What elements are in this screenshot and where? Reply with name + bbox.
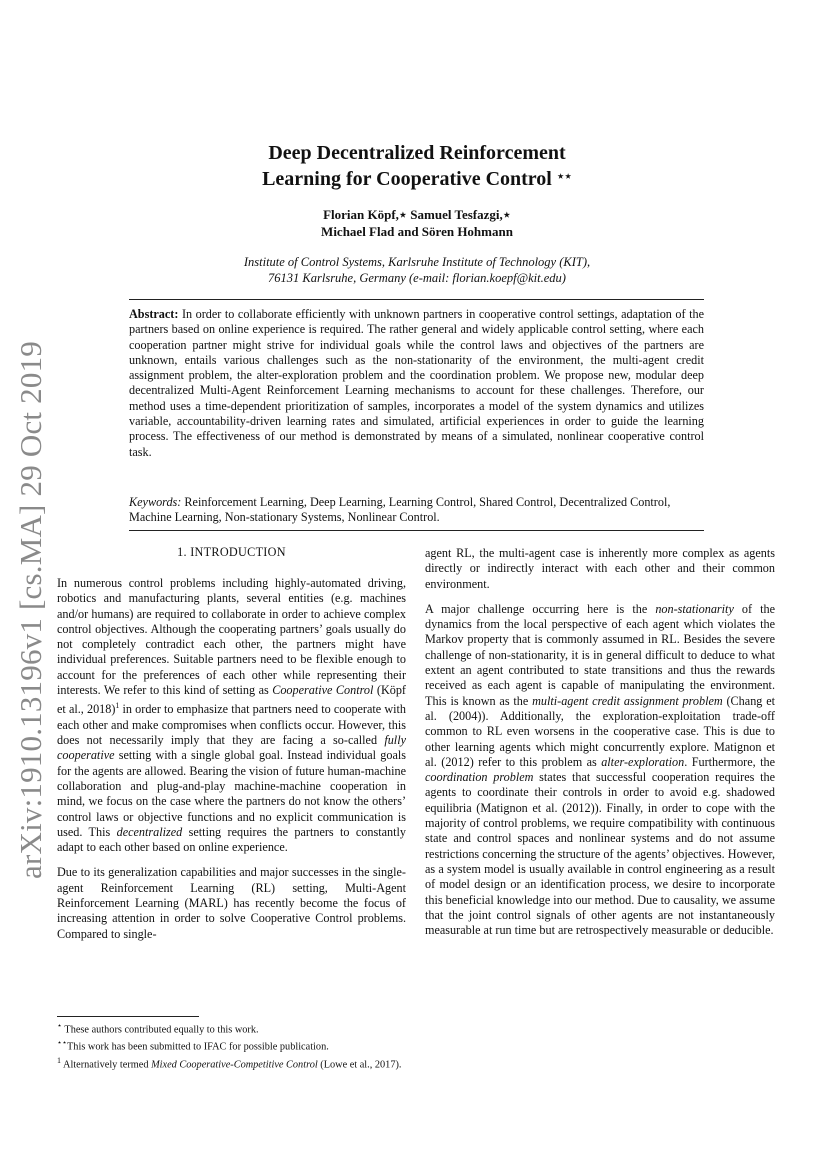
text-run: In numerous control problems including highly-automated driving, robotics and manufacturing plants, several entities (e.g. machines and/or humans) are required to collaborate in order to achieve complex control objectives. Although the cooperating partners’ goals usually do not completely contradict each other, the partners might have individual preferences. Suitable partners need to be flexible enough to account for the preferences of each other while representing their interests. We refer to this kind of setting as [57, 576, 406, 698]
authors-line-2: Michael Flad and Sören Hohmann [321, 224, 513, 239]
emphasis: decentralized [116, 824, 183, 839]
abstract-label: Abstract: [129, 307, 179, 321]
arxiv-stamp-text: arXiv:1910.13196v1 [cs.MA] 29 Oct 2019 [13, 341, 48, 879]
text-run: setting requires the partners to constantly adapt to each other based on online experience. [57, 824, 406, 855]
emphasis: coordination problem [425, 770, 534, 785]
footnote-text: (Lowe et al., 2017). [317, 1059, 402, 1071]
title-line-1: Deep Decentralized Reinforcement [268, 142, 566, 164]
intro-paragraph-1 [57, 576, 406, 855]
keywords [129, 495, 704, 526]
text-run: (Chang et al. (2004)). Additionally, the exploration-exploitation trade-off common to RL even worsens in the cooperative case. This is due to other learning agents which might concurrently explore. Matignon et al. (2012) refer to this problem as [425, 693, 775, 769]
abstract-text: In order to collaborate efficiently with unknown partners in cooperative control settings, adaptation of the partners based on online experience is required. The rather general and widely applicable control setting, where each cooperation partner might strive for individual goals while the control laws and objectives of the partners are unknown, entails various challenges such as the non-stationarity of the environment, the multi-agent credit assignment problem, the alter-exploration problem and the coordination problem. We propose new, modular deep decentralized Multi-Agent Reinforcement Learning mechanisms to account for these challenges. Therefore, our method uses a time-dependent prioritization of samples, incorporates a model of the system dynamics and utilizes variable, accountability-driven learning rates and simulated, artificial experiences in order to guide the learning process. The effectiveness of our method is demonstrated by means of a simulated, nonlinear cooperative control task. [129, 307, 705, 459]
text-run: (Köpf et al., 2018) [57, 683, 406, 717]
intro-paragraph-3: agent RL, the multi-agent case is inherently more complex as agents directly or indirectly interact with each other and their common environment. [425, 546, 775, 591]
footnote-1 [57, 1019, 406, 1036]
text-run: setting with a single global goal. Instead individual goals for the agents are allowed. Bearing the vision of future human-machine collaboration and plug-and-play machine-machine cooperation in mind, we focus on the case where the partners do not know the others’ control laws or objective functions and no explicit communication is used. This [57, 748, 406, 839]
emphasis: alter-exploration [601, 754, 685, 769]
intro-paragraph-2: Due to its generalization capabilities and major successes in the single-agent Reinforcement Learning (RL) setting, Multi-Agent Reinforcement Learning (MARL) has recently become the focus of increasing attention in order to solve Cooperative Control problems. Compared to single- [57, 865, 406, 941]
text-run: states that successful cooperation requires the agents to coordinate their controls in order to avoid e.g. shadowed equilibria (Matignon et al. (2012)). Finally, in order to cope with the majority of control problems, we require compatibility with continuous state and control spaces and nonlinear systems and do not assume restrictions concerning the structure of the agents’ objectives. However, as a system model is usually available in control engineering as a result of model design or an identification process, we desire to incorporate this beneficial knowledge into our method. Due to causality, we assume that the joint control signals of other agents are not instantaneously measurable at run time but are retrospectively measurable or deducible. [425, 770, 775, 938]
footnote-mark: ⋆ [57, 1021, 63, 1030]
title-line-2-text: Learning for Cooperative Control [262, 168, 552, 190]
top-divider [129, 299, 704, 300]
footnotes [57, 1019, 406, 1071]
bottom-divider [129, 530, 704, 531]
footnote-divider [57, 1016, 199, 1017]
text-run: A major challenge occurring here is the [425, 601, 656, 616]
keywords-label: Keywords: [129, 495, 182, 509]
title-footnote-mark: ⋆⋆ [556, 169, 572, 183]
footnote-text: These authors contributed equally to this work. [62, 1024, 259, 1036]
paper-title [130, 140, 704, 192]
text-run: of the dynamics from the local perspective of each agent which violates the Markov property that is commonly assumed in RL. Besides the severe challenge of non-stationarity, it is in general difficult to deduce to what extent an agent contributed to state transitions and thus the rewards received as each agent is capable of manipulating the environment. This is known as the [425, 601, 776, 708]
footnote-text: This work has been submitted to IFAC for possible publication. [67, 1041, 329, 1053]
footnote-3 [57, 1054, 406, 1071]
title-line-2 [130, 166, 704, 192]
section-heading-introduction: 1. INTRODUCTION [177, 545, 286, 559]
footnote-ref: 1 [115, 701, 120, 711]
authors-line-1: Florian Köpf,⋆ Samuel Tesfazgi,⋆ [323, 207, 511, 222]
right-column [425, 546, 775, 948]
affiliation-line-1: Institute of Control Systems, Karlsruhe Institute of Technology (KIT), [243, 255, 591, 269]
footnote-mark: 1 [57, 1055, 61, 1065]
emphasis: Cooperative Control [272, 683, 374, 698]
affiliation [130, 254, 704, 286]
intro-paragraph-4 [425, 602, 775, 939]
author-list [130, 206, 704, 240]
footnote-2 [57, 1036, 406, 1053]
emphasis: Mixed Cooperative-Competitive Control [151, 1059, 318, 1071]
footnote-mark: ⋆⋆ [57, 1038, 68, 1048]
arxiv-stamp [14, 340, 48, 880]
text-run: in order to emphasize that partners need to cooperate with each other and make compromises when conflicts occur. However, this does not necessarily imply that they are facing a so-called [57, 702, 406, 748]
emphasis: non-stationarity [655, 601, 734, 616]
affiliation-line-2: 76131 Karlsruhe, Germany (e-mail: florian.koepf@kit.edu) [268, 271, 566, 285]
abstract [129, 307, 704, 460]
text-run: . Furthermore, the [684, 754, 775, 769]
emphasis: fully cooperative [57, 733, 406, 763]
keywords-text: Reinforcement Learning, Deep Learning, Learning Control, Shared Control, Decentralized Control, Machine Learning, Non-stationary Systems, Nonlinear Control. [129, 495, 671, 525]
footnote-text: Alternatively termed [61, 1059, 152, 1071]
emphasis: multi-agent credit assignment problem [532, 693, 723, 708]
left-column [57, 576, 406, 952]
